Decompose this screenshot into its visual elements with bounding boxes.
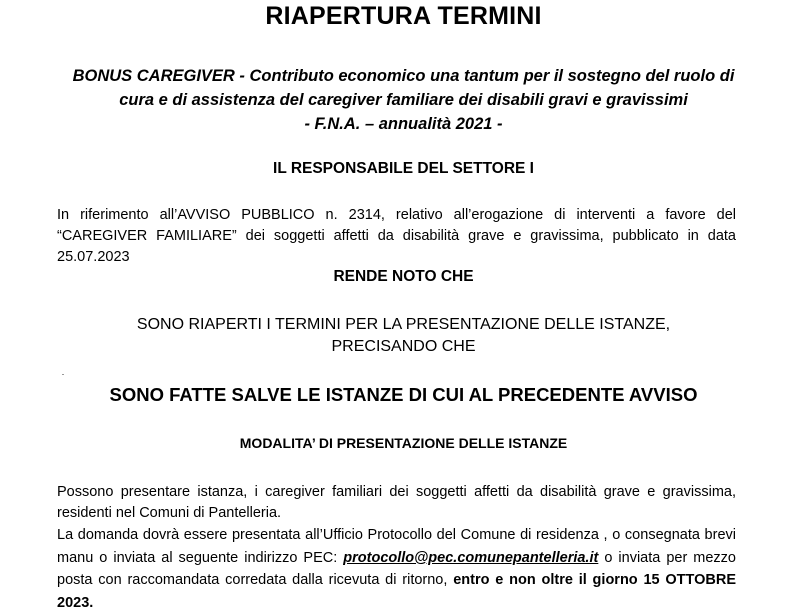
pec-email-link[interactable]: protocollo@pec.comunepantelleria.it [343, 549, 599, 566]
stray-mark [62, 374, 64, 375]
rende-noto-heading: RENDE NOTO CHE [333, 268, 474, 285]
riaperti-statement [0, 314, 807, 358]
domanda-text-1: La domanda dovrà essere presentata all’Ufficio Protocollo del Comune di residenza , o consegnata brevi manu o inviata al seguente indirizzo PEC: [57, 527, 736, 566]
document-title: RIAPERTURA TERMINI [265, 2, 542, 30]
domanda-text-2: o inviata per mezzo posta con raccomandata corredata dalla ricevuta di ritorno, [57, 549, 736, 588]
subtitle-line-2: cura e di assistenza del caregiver familiare dei disabili gravi e gravissimi [119, 91, 688, 109]
possono-paragraph: Possono presentare istanza, i caregiver familiari dei soggetti affetti da disabilità grave e gravissima, residenti nel Comuni di Pantelleria. [57, 484, 736, 521]
responsabile-heading: IL RESPONSABILE DEL SETTORE I [273, 160, 534, 177]
document-subtitle [40, 64, 767, 136]
modalita-heading: MODALITA’ DI PRESENTAZIONE DELLE ISTANZE [239, 435, 568, 451]
subtitle-line-1: BONUS CAREGIVER - Contributo economico una tantum per il sostegno del ruolo di [72, 67, 735, 85]
domanda-paragraph [57, 524, 736, 614]
subtitle-line-3: - F.N.A. – annualità 2021 - [304, 115, 503, 133]
intro-paragraph: In riferimento all’AVVISO PUBBLICO n. 2314, relativo all’erogazione di interventi a favore del “CAREGIVER FAMILIARE” dei soggetti affetti da disabilità grave e gravissima, pubblicato in data 25.07.2023 [57, 207, 736, 265]
cutoff-next-line [57, 610, 736, 615]
riaperti-line-1: SONO RIAPERTI I TERMINI PER LA PRESENTAZIONE DELLE ISTANZE, [136, 316, 671, 333]
deadline-text: entro e non oltre il giorno 15 OTTOBRE 2023. [57, 572, 737, 611]
fatte-salve-heading: SONO FATTE SALVE LE ISTANZE DI CUI AL PRECEDENTE AVVISO [109, 384, 698, 405]
riaperti-line-2: PRECISANDO CHE [331, 338, 476, 355]
